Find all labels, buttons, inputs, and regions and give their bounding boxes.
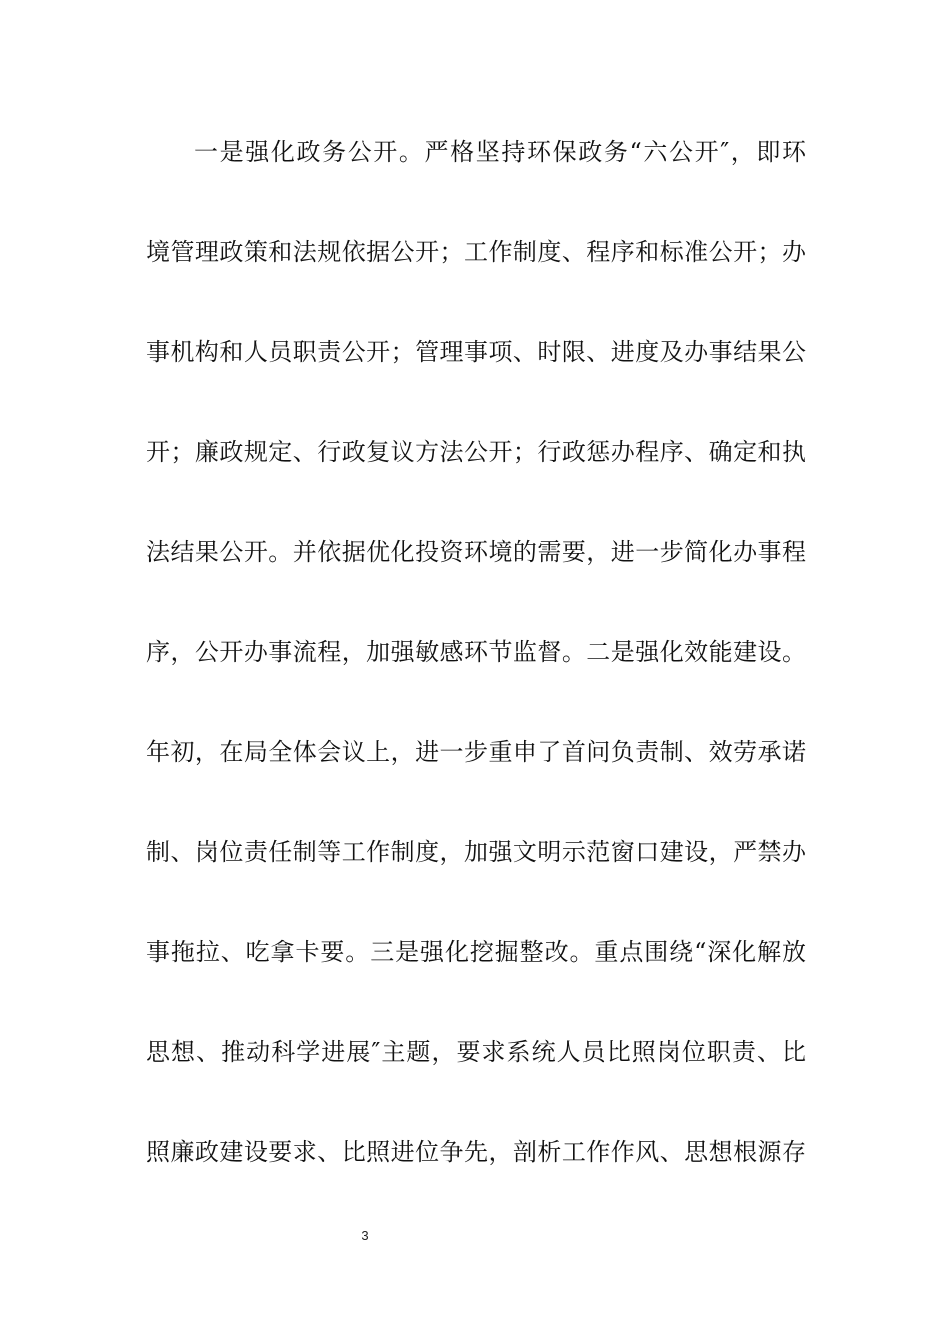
text-line-7: 年初，在局全体会议上，进一步重申了首问负责制、效劳承诺 — [146, 738, 806, 766]
text-line-5: 法结果公开。并依据优化投资环境的需要，进一步简化办事程 — [146, 538, 806, 566]
text-line-2: 境管理政策和法规依据公开；工作制度、程序和标准公开；办 — [146, 238, 806, 266]
body-text — [146, 130, 806, 1230]
page-number: 3 — [361, 1228, 369, 1243]
text-line-1: 一是强化政务公开。严格坚持环保政务“六公开″，即环 — [194, 138, 806, 166]
text-line-4: 开；廉政规定、行政复议方法公开；行政惩办程序、确定和执 — [146, 438, 806, 466]
text-line-8: 制、岗位责任制等工作制度，加强文明示范窗口建设，严禁办 — [146, 838, 806, 866]
text-line-6: 序，公开办事流程，加强敏感环节监督。二是强化效能建设。 — [146, 638, 806, 666]
text-line-3: 事机构和人员职责公开；管理事项、时限、进度及办事结果公 — [146, 338, 806, 366]
text-line-10: 思想、推动科学进展″主题，要求系统人员比照岗位职责、比 — [146, 1038, 806, 1066]
text-line-9: 事拖拉、吃拿卡要。三是强化挖掘整改。重点围绕“深化解放 — [146, 938, 806, 966]
text-line-11: 照廉政建设要求、比照进位争先，剖析工作作风、思想根源存 — [146, 1138, 806, 1166]
